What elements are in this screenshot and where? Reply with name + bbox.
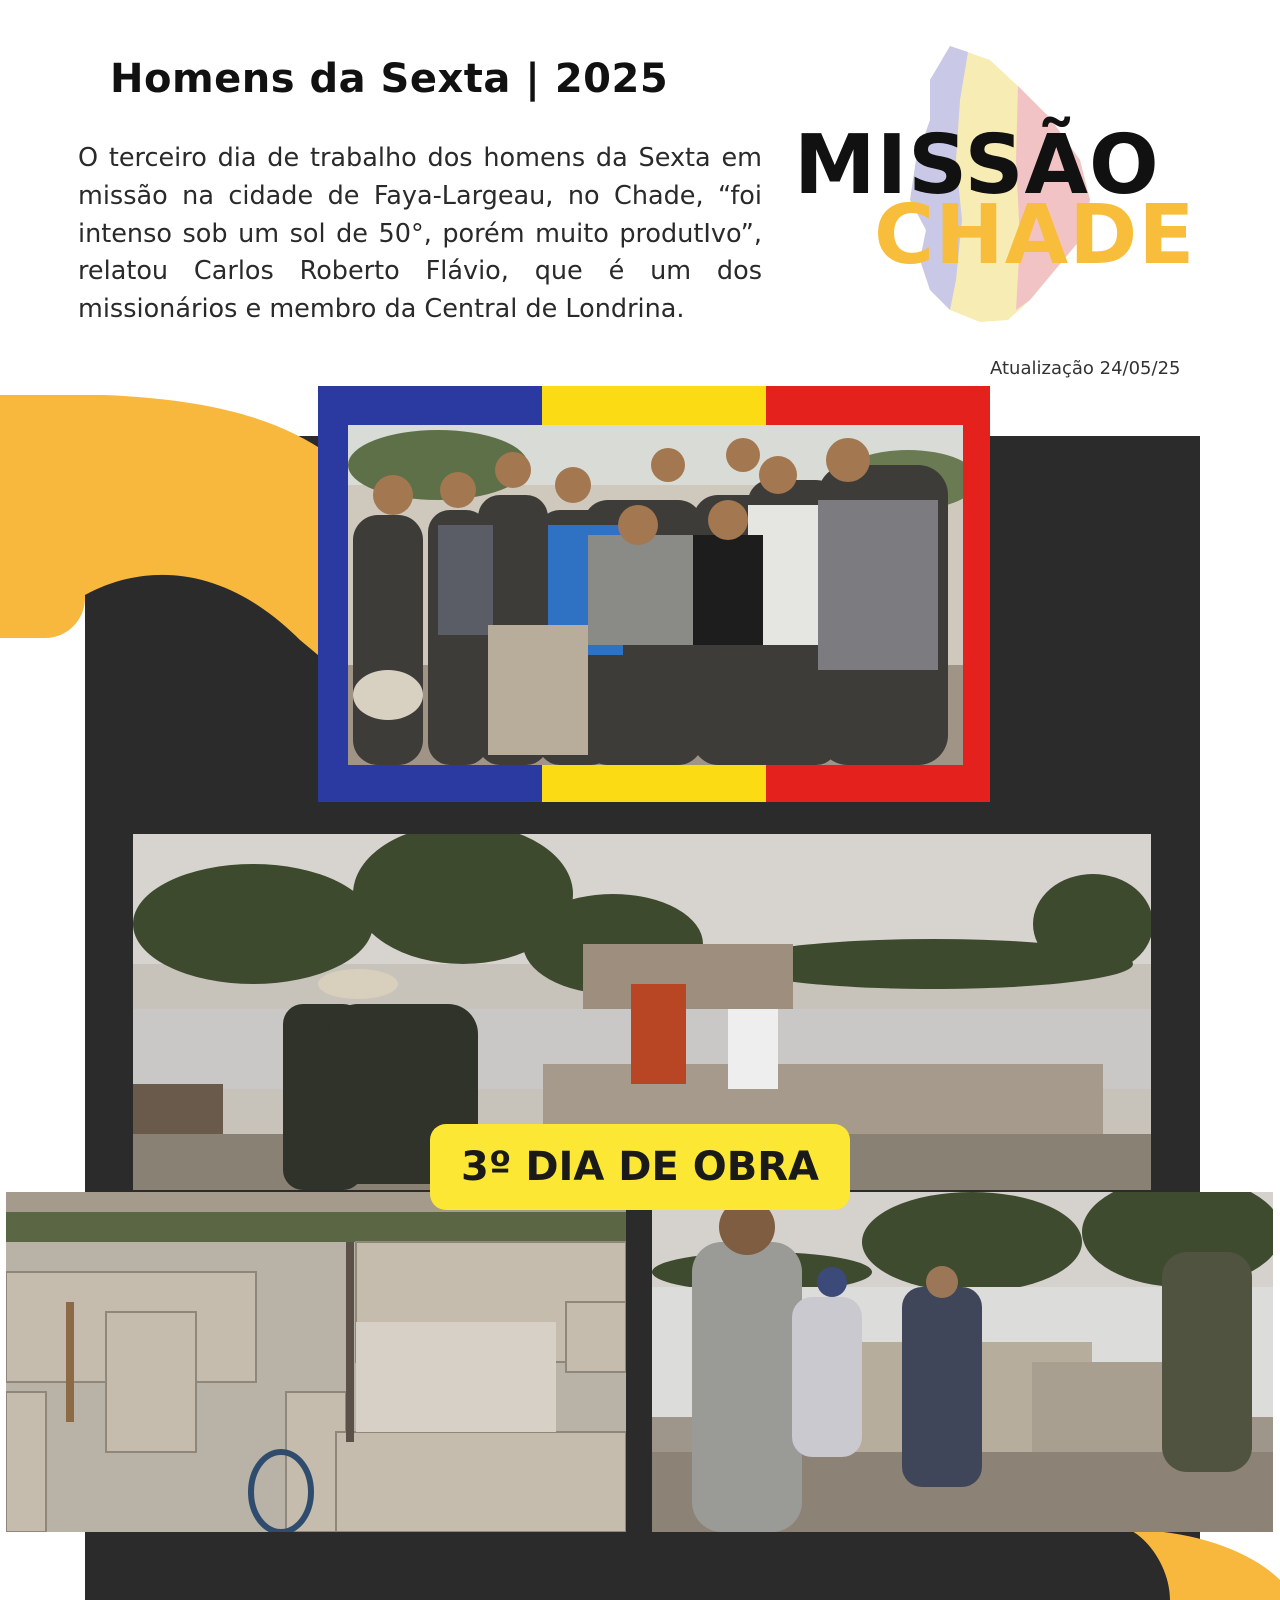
missao-chade-logo <box>780 40 1230 330</box>
page-title: Homens da Sexta | 2025 <box>110 56 669 102</box>
orange-corner-decoration <box>1130 1530 1280 1600</box>
group-photo <box>348 425 963 765</box>
block-walls-photo <box>6 1192 626 1532</box>
logo-line-chade: CHADE <box>874 188 1196 283</box>
day-badge: 3º DIA DE OBRA <box>430 1124 850 1210</box>
update-date: Atualização 24/05/25 <box>990 358 1181 379</box>
orange-curve-decoration <box>0 395 330 695</box>
logo-line-missao: MISSÃO <box>794 118 1160 213</box>
article-text: O terceiro dia de trabalho dos homens da Sexta em missão na cidade de Faya-Largeau, no Chade, “foi intenso sob um sol de 50°, porém muito produtIvo”, relatou Carlos Roberto Flávio, que é um dos missionários e membro da Central de Londrina. <box>78 143 762 325</box>
workers-laying-blocks-photo <box>652 1192 1273 1532</box>
